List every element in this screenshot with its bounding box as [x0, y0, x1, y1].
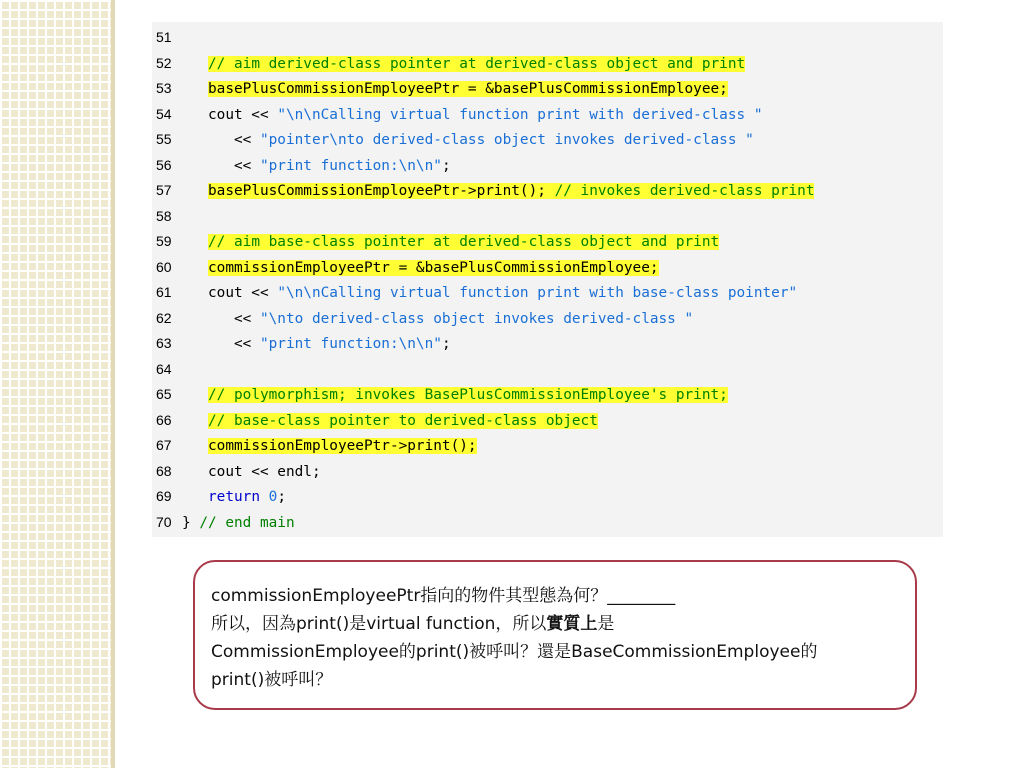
code-line: [152, 127, 754, 152]
code-token: // polymorphism; invokes BasePlusCommissionEmployee's print;: [208, 387, 728, 403]
code-line: [152, 433, 477, 458]
line-number: 51: [156, 29, 172, 45]
code-token: "pointer\nto derived-class object invokes derived-class ": [259, 132, 754, 148]
question-line-2c: 是: [597, 614, 615, 634]
code-line: [152, 510, 295, 535]
line-number: 57: [156, 182, 172, 198]
code-line: [152, 357, 182, 382]
line-number: 63: [156, 335, 172, 351]
code-listing: [152, 22, 943, 537]
decorative-left-edge: [111, 0, 115, 768]
code-token: [182, 81, 208, 97]
line-number: 55: [156, 131, 172, 147]
code-line: [152, 25, 182, 50]
code-token: cout <<: [182, 106, 278, 123]
line-number: 59: [156, 233, 172, 249]
code-line: [152, 102, 763, 127]
code-line: [152, 382, 728, 407]
code-token: return: [208, 489, 260, 505]
question-line-2a: 所以，因為print()是virtual function，所以: [211, 614, 547, 634]
line-number: 58: [156, 207, 172, 224]
line-number: 62: [156, 309, 172, 326]
question-emphasis: 實質上: [546, 614, 598, 634]
code-line: [152, 204, 182, 229]
code-token: // aim derived-class pointer at derived-class object and print: [208, 55, 746, 72]
code-token: [182, 234, 208, 250]
line-number: 53: [156, 80, 172, 96]
code-token: "print function:\n\n": [259, 157, 442, 174]
code-line: [152, 408, 598, 433]
code-token: ;: [277, 489, 286, 505]
line-number: 68: [156, 462, 172, 479]
question-callout: [193, 560, 917, 710]
code-line: [152, 306, 693, 331]
code-token: // base-class pointer to derived-class object: [208, 412, 598, 429]
line-number: 64: [156, 360, 172, 377]
code-token: "print function:\n\n": [259, 336, 442, 352]
line-number: 66: [156, 411, 172, 428]
line-number: 52: [156, 54, 172, 71]
line-number: 65: [156, 386, 172, 402]
code-line: [152, 331, 451, 356]
decorative-left-pattern: [0, 0, 113, 768]
code-token: ;: [441, 336, 451, 352]
line-number: 60: [156, 258, 172, 275]
line-number: 56: [156, 156, 172, 173]
code-line: [152, 76, 728, 101]
code-line: [152, 484, 286, 509]
code-token: [182, 56, 208, 72]
code-token: basePlusCommissionEmployeePtr = &basePlusCommissionEmployee;: [208, 81, 728, 97]
code-token: "\nto derived-class object invokes derived-class ": [259, 310, 694, 327]
code-line: [152, 459, 321, 484]
code-line: [152, 280, 797, 305]
line-number: 70: [156, 513, 172, 530]
code-line: [152, 229, 719, 254]
code-token: commissionEmployeePtr->print();: [208, 438, 477, 454]
line-number: 54: [156, 105, 172, 122]
code-line: [152, 178, 814, 203]
code-token: 0: [268, 489, 278, 505]
code-token: "\n\nCalling virtual function print with base-class pointer": [277, 285, 798, 301]
question-line-1: commissionEmployeePtr指向的物件其型態為何？________: [211, 586, 676, 606]
code-token: [182, 413, 208, 429]
code-token: // aim base-class pointer at derived-class object and print: [208, 234, 720, 250]
question-line-4: print()被呼叫？: [211, 670, 333, 690]
code-line: [152, 153, 451, 178]
code-token: commissionEmployeePtr = &basePlusCommissionEmployee;: [208, 259, 659, 276]
code-token: [182, 489, 208, 505]
code-token: [182, 438, 208, 454]
code-token: // invokes derived-class print: [554, 183, 815, 199]
question-text: [211, 582, 911, 694]
code-line: [152, 51, 745, 76]
question-line-3: CommissionEmployee的print()被呼叫？還是BaseCommissionEmployee的: [211, 642, 818, 662]
code-token: }: [182, 514, 200, 531]
code-token: ;: [441, 157, 451, 174]
code-token: <<: [182, 157, 260, 174]
code-token: cout <<: [182, 285, 278, 301]
code-token: [182, 387, 208, 403]
code-token: <<: [182, 336, 260, 352]
code-token: <<: [182, 132, 260, 148]
code-line: [152, 255, 659, 280]
line-number: 61: [156, 284, 172, 300]
code-token: [182, 183, 208, 199]
code-token: "\n\nCalling virtual function print with derived-class ": [277, 106, 763, 123]
code-token: [260, 489, 269, 505]
line-number: 69: [156, 488, 172, 504]
line-number: 67: [156, 437, 172, 453]
code-token: basePlusCommissionEmployeePtr->print();: [208, 183, 555, 199]
code-token: // end main: [199, 514, 295, 531]
code-token: <<: [182, 310, 260, 327]
code-token: [182, 260, 208, 276]
code-token: cout << endl;: [182, 463, 321, 480]
